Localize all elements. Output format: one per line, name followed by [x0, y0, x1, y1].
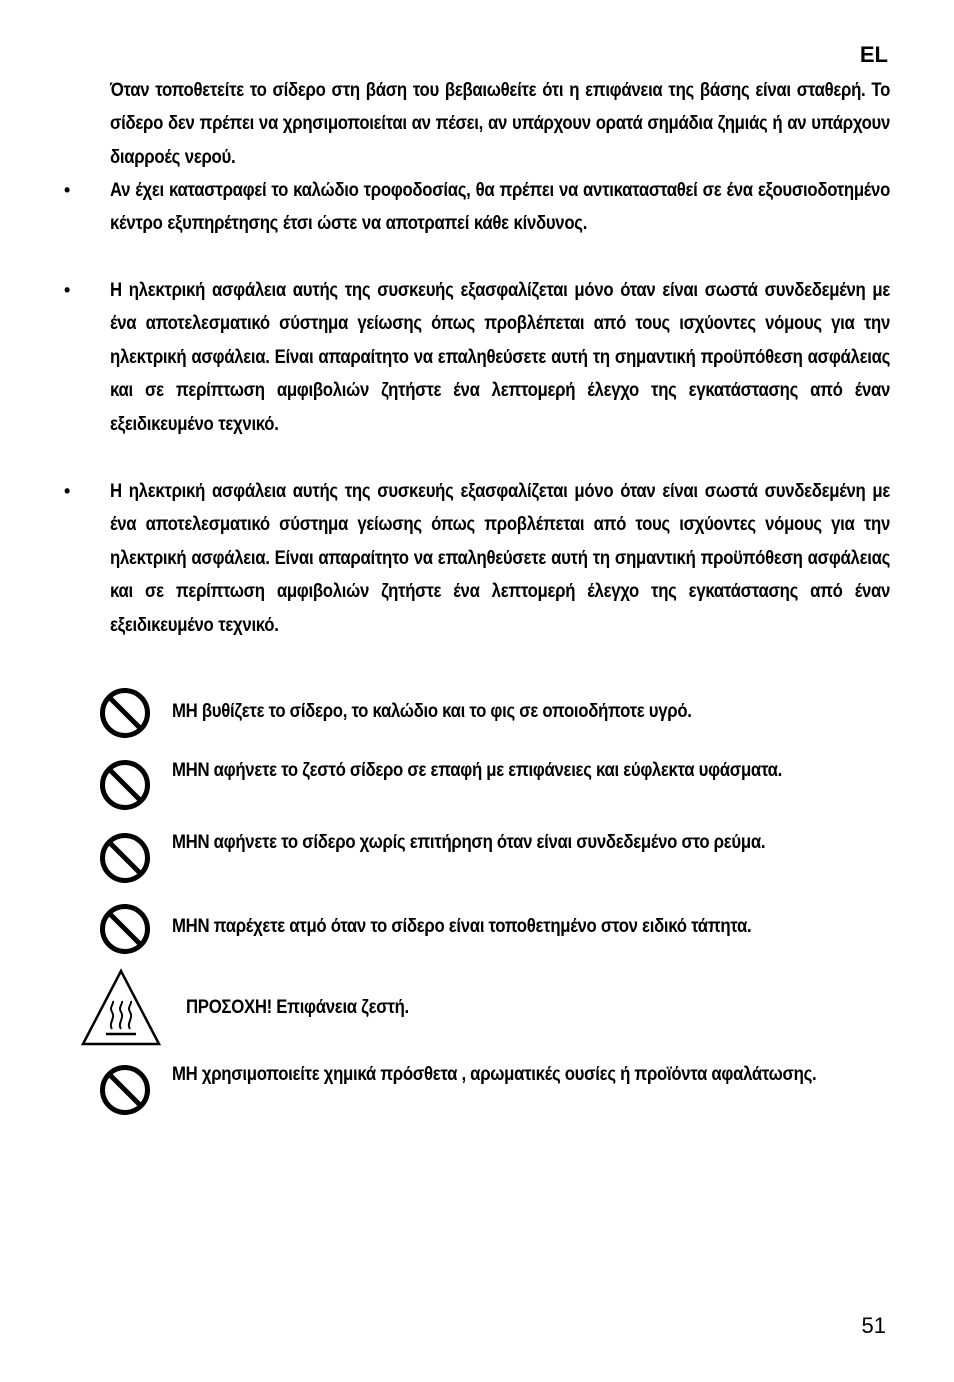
warning-text: ΜΗ βυθίζετε το σίδερο, το καλώδιο και το φις σε οποιοδήποτε υγρό. — [172, 700, 692, 722]
warning-text: ΜΗΝ αφήνετε το ζεστό σίδερο σε επαφή με επιφάνειες και εύφλεκτα υφάσματα. — [172, 759, 783, 781]
bullet-symbol: • — [64, 481, 71, 501]
prohibition-icon — [98, 902, 152, 956]
bullet-symbol: • — [64, 280, 71, 300]
bullet-text: Η ηλεκτρική ασφάλεια αυτής της συσκευής εξασφαλίζεται μόνο όταν είναι σωστά συνδεδεμένη με ένα αποτελεσματικό σύστημα γείωσης όπως προβλέπεται από τους ισχύοντες νόμους για την ηλεκτρική ασφάλεια. Είναι απαραίτητο να επαληθεύσετε αυτή τη σημαντική προϋπόθεση ασφάλειας και σε περίπτωση αμφιβολιών ζητήστε ένα λεπτομερή έλεγχο της εγκατάστασης από έναν εξειδικευμένο τεχνικό. — [110, 279, 891, 435]
hot-surface-icon — [80, 968, 162, 1046]
intro-paragraph: Όταν τοποθετείτε το σίδερο στη βάση του βεβαιωθείτε ότι η επιφάνεια της βάσης είναι σταθερή. Το σίδερο δεν πρέπει να χρησιμοποιείται αν πέσει, αν υπάρχουν ορατά σημάδια ζημιάς ή αν υπάρχουν διαρροές νερού. — [110, 79, 891, 168]
warning-text: ΜΗ χρησιμοποιείτε χημικά πρόσθετα , αρωματικές ουσίες ή προϊόντα αφαλάτωσης. — [172, 1063, 817, 1085]
warning-text: ΠΡΟΣΟΧΗ! Επιφάνεια ζεστή. — [186, 996, 409, 1018]
prohibition-icon — [98, 1063, 152, 1117]
bullet-text: Η ηλεκτρική ασφάλεια αυτής της συσκευής εξασφαλίζεται μόνο όταν είναι σωστά συνδεδεμένη με ένα αποτελεσματικό σύστημα γείωσης όπως προβλέπεται από τους ισχύοντες νόμους για την ηλεκτρική ασφάλεια. Είναι απαραίτητο να επαληθεύσετε αυτή τη σημαντική προϋπόθεση ασφάλειας και σε περίπτωση αμφιβολιών ζητήστε ένα λεπτομερή έλεγχο της εγκατάστασης από έναν εξειδικευμένο τεχνικό. — [110, 480, 891, 636]
prohibition-icon — [98, 831, 152, 885]
language-code: EL — [859, 42, 888, 67]
warning-text: ΜΗΝ παρέχετε ατμό όταν το σίδερο είναι τοποθετημένο στον ειδικό τάπητα. — [172, 915, 752, 937]
page-number: 51 — [861, 1313, 886, 1338]
prohibition-icon — [98, 686, 152, 740]
bullet-symbol: • — [64, 180, 71, 200]
bullet-text: Αν έχει καταστραφεί το καλώδιο τροφοδοσίας, θα πρέπει να αντικατασταθεί σε ένα εξουσιοδοτημένο κέντρο εξυπηρέτησης έτσι ώστε να αποτραπεί κάθε κίνδυνος. — [110, 179, 891, 235]
warning-text: ΜΗΝ αφήνετε το σίδερο χωρίς επιτήρηση όταν είναι συνδεδεμένο στο ρεύμα. — [172, 831, 766, 853]
prohibition-icon — [98, 758, 152, 812]
